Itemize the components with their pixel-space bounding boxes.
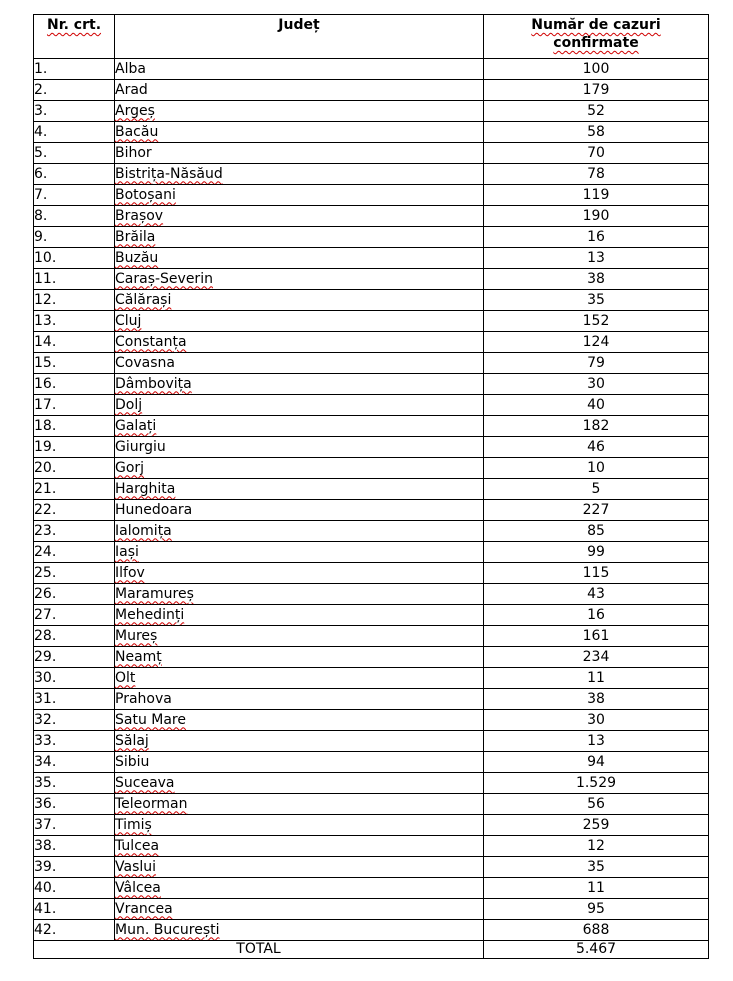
county-name: Prahova — [115, 690, 172, 707]
row-number: 35. — [34, 773, 115, 794]
case-count: 5 — [484, 479, 709, 500]
table-row — [34, 794, 709, 815]
row-number: 42. — [34, 920, 115, 941]
case-count: 56 — [484, 794, 709, 815]
case-count: 11 — [484, 668, 709, 689]
table-row — [34, 59, 709, 80]
county-cell — [115, 521, 484, 542]
case-count: 179 — [484, 80, 709, 101]
case-count: 52 — [484, 101, 709, 122]
total-label: TOTAL — [34, 941, 484, 959]
case-count: 94 — [484, 752, 709, 773]
case-count: 234 — [484, 647, 709, 668]
county-cell — [115, 878, 484, 899]
table-row — [34, 689, 709, 710]
table-row — [34, 710, 709, 731]
county-name: Brașov — [115, 207, 164, 224]
row-number: 17. — [34, 395, 115, 416]
county-name: Brăila — [115, 228, 156, 245]
county-name: Gorj — [115, 459, 145, 476]
table-row — [34, 164, 709, 185]
case-count: 43 — [484, 584, 709, 605]
row-number: 24. — [34, 542, 115, 563]
county-name: Arad — [115, 81, 148, 98]
table-row — [34, 437, 709, 458]
row-number: 21. — [34, 479, 115, 500]
header-count-label: Număr de cazuri confirmate — [531, 17, 661, 51]
case-count: 35 — [484, 857, 709, 878]
table-row — [34, 857, 709, 878]
county-name: Bihor — [115, 144, 152, 161]
county-name: Covasna — [115, 354, 175, 371]
county-name: Dâmbovița — [115, 375, 192, 392]
county-cell — [115, 122, 484, 143]
case-count: 124 — [484, 332, 709, 353]
cases-table — [33, 14, 709, 959]
county-name: Bacău — [115, 123, 159, 140]
county-name: Bistrița-Năsăud — [115, 165, 223, 182]
table-row — [34, 458, 709, 479]
case-count: 161 — [484, 626, 709, 647]
row-number: 20. — [34, 458, 115, 479]
county-cell — [115, 500, 484, 521]
row-number: 15. — [34, 353, 115, 374]
county-name: Neamț — [115, 648, 162, 665]
case-count: 152 — [484, 311, 709, 332]
case-count: 115 — [484, 563, 709, 584]
county-cell — [115, 101, 484, 122]
row-number: 37. — [34, 815, 115, 836]
case-count: 78 — [484, 164, 709, 185]
county-name: Olt — [115, 669, 136, 686]
case-count: 40 — [484, 395, 709, 416]
table-row — [34, 500, 709, 521]
row-number: 19. — [34, 437, 115, 458]
county-cell — [115, 59, 484, 80]
row-number: 4. — [34, 122, 115, 143]
county-cell — [115, 185, 484, 206]
county-name: Mureș — [115, 627, 158, 644]
county-name: Vaslui — [115, 858, 157, 875]
county-cell — [115, 248, 484, 269]
county-cell — [115, 752, 484, 773]
table-row — [34, 101, 709, 122]
row-number: 7. — [34, 185, 115, 206]
case-count: 16 — [484, 605, 709, 626]
county-cell — [115, 668, 484, 689]
case-count: 11 — [484, 878, 709, 899]
case-count: 58 — [484, 122, 709, 143]
table-row — [34, 563, 709, 584]
case-count: 38 — [484, 269, 709, 290]
table-row — [34, 311, 709, 332]
row-number: 9. — [34, 227, 115, 248]
county-cell — [115, 626, 484, 647]
county-cell — [115, 542, 484, 563]
county-name: Suceava — [115, 774, 175, 791]
county-cell — [115, 80, 484, 101]
row-number: 25. — [34, 563, 115, 584]
county-cell — [115, 437, 484, 458]
case-count: 30 — [484, 374, 709, 395]
total-count: 5.467 — [484, 941, 709, 959]
county-name: Alba — [115, 60, 146, 77]
row-number: 6. — [34, 164, 115, 185]
county-cell — [115, 416, 484, 437]
row-number: 26. — [34, 584, 115, 605]
row-number: 30. — [34, 668, 115, 689]
county-cell — [115, 731, 484, 752]
table-row — [34, 920, 709, 941]
row-number: 1. — [34, 59, 115, 80]
row-number: 34. — [34, 752, 115, 773]
county-cell — [115, 227, 484, 248]
county-name: Argeș — [115, 102, 155, 119]
case-count: 190 — [484, 206, 709, 227]
row-number: 14. — [34, 332, 115, 353]
case-count: 35 — [484, 290, 709, 311]
row-number: 18. — [34, 416, 115, 437]
total-row — [34, 941, 709, 959]
county-cell — [115, 458, 484, 479]
table-row — [34, 479, 709, 500]
county-name: Teleorman — [115, 795, 188, 812]
case-count: 70 — [484, 143, 709, 164]
case-count: 100 — [484, 59, 709, 80]
case-count: 688 — [484, 920, 709, 941]
county-name: Buzău — [115, 249, 159, 266]
row-number: 28. — [34, 626, 115, 647]
county-name: Constanța — [115, 333, 187, 350]
header-count — [484, 15, 709, 59]
row-number: 33. — [34, 731, 115, 752]
table-row — [34, 542, 709, 563]
case-count: 12 — [484, 836, 709, 857]
county-name: Vâlcea — [115, 879, 161, 896]
county-name: Caraș-Severin — [115, 270, 213, 287]
county-name: Sibiu — [115, 753, 150, 770]
row-number: 41. — [34, 899, 115, 920]
county-cell — [115, 710, 484, 731]
case-count: 95 — [484, 899, 709, 920]
table-row — [34, 227, 709, 248]
row-number: 39. — [34, 857, 115, 878]
case-count: 259 — [484, 815, 709, 836]
case-count: 16 — [484, 227, 709, 248]
case-count: 119 — [484, 185, 709, 206]
county-name: Sălaj — [115, 732, 149, 749]
county-cell — [115, 332, 484, 353]
case-count: 30 — [484, 710, 709, 731]
header-nr-label: Nr. crt. — [46, 17, 102, 33]
table-row — [34, 878, 709, 899]
county-cell — [115, 689, 484, 710]
table-row — [34, 626, 709, 647]
row-number: 38. — [34, 836, 115, 857]
row-number: 27. — [34, 605, 115, 626]
county-cell — [115, 290, 484, 311]
county-cell — [115, 773, 484, 794]
row-number: 12. — [34, 290, 115, 311]
table-row — [34, 80, 709, 101]
row-number: 3. — [34, 101, 115, 122]
table-row — [34, 899, 709, 920]
table-row — [34, 416, 709, 437]
row-number: 5. — [34, 143, 115, 164]
table-row — [34, 605, 709, 626]
county-cell — [115, 584, 484, 605]
row-number: 22. — [34, 500, 115, 521]
county-name: Vrancea — [115, 900, 173, 917]
case-count: 13 — [484, 248, 709, 269]
county-cell — [115, 395, 484, 416]
table-row — [34, 752, 709, 773]
table-row — [34, 290, 709, 311]
county-name: Ialomița — [115, 522, 172, 539]
row-number: 16. — [34, 374, 115, 395]
table-row — [34, 836, 709, 857]
county-name: Hunedoara — [115, 501, 193, 518]
county-cell — [115, 143, 484, 164]
table-row — [34, 206, 709, 227]
county-cell — [115, 374, 484, 395]
county-name: Galați — [115, 417, 157, 434]
county-cell — [115, 479, 484, 500]
case-count: 13 — [484, 731, 709, 752]
row-number: 29. — [34, 647, 115, 668]
county-cell — [115, 605, 484, 626]
header-nr — [34, 15, 115, 59]
table-row — [34, 815, 709, 836]
county-name: Călărași — [115, 291, 172, 308]
county-name: Iași — [115, 543, 139, 560]
table-row — [34, 269, 709, 290]
row-number: 8. — [34, 206, 115, 227]
county-name: Mun. București — [115, 921, 220, 938]
county-cell — [115, 311, 484, 332]
county-name: Maramureș — [115, 585, 194, 602]
county-cell — [115, 857, 484, 878]
case-count: 10 — [484, 458, 709, 479]
header-county-label: Județ — [278, 17, 320, 33]
row-number: 32. — [34, 710, 115, 731]
case-count: 46 — [484, 437, 709, 458]
table-row — [34, 143, 709, 164]
table-row — [34, 122, 709, 143]
case-count: 227 — [484, 500, 709, 521]
row-number: 40. — [34, 878, 115, 899]
table-row — [34, 773, 709, 794]
county-name: Botoșani — [115, 186, 176, 203]
row-number: 10. — [34, 248, 115, 269]
county-cell — [115, 206, 484, 227]
table-row — [34, 584, 709, 605]
county-cell — [115, 899, 484, 920]
header-row — [34, 15, 709, 59]
header-county — [115, 15, 484, 59]
table-row — [34, 731, 709, 752]
case-count: 99 — [484, 542, 709, 563]
county-cell — [115, 920, 484, 941]
row-number: 13. — [34, 311, 115, 332]
county-name: Giurgiu — [115, 438, 166, 455]
county-cell — [115, 794, 484, 815]
table-row — [34, 248, 709, 269]
row-number: 2. — [34, 80, 115, 101]
county-name: Ilfov — [115, 564, 145, 581]
table-row — [34, 374, 709, 395]
county-name: Dolj — [115, 396, 143, 413]
row-number: 23. — [34, 521, 115, 542]
case-count: 182 — [484, 416, 709, 437]
county-name: Cluj — [115, 312, 142, 329]
row-number: 31. — [34, 689, 115, 710]
table-row — [34, 647, 709, 668]
table-row — [34, 521, 709, 542]
county-cell — [115, 269, 484, 290]
case-count: 1.529 — [484, 773, 709, 794]
row-number: 11. — [34, 269, 115, 290]
table-header — [34, 15, 709, 59]
table-footer — [34, 941, 709, 959]
county-name: Harghita — [115, 480, 176, 497]
case-count: 85 — [484, 521, 709, 542]
county-cell — [115, 563, 484, 584]
county-cell — [115, 815, 484, 836]
case-count: 38 — [484, 689, 709, 710]
county-name: Tulcea — [115, 837, 160, 854]
county-cell — [115, 647, 484, 668]
table-row — [34, 332, 709, 353]
county-cell — [115, 164, 484, 185]
row-number: 36. — [34, 794, 115, 815]
county-name: Mehedinți — [115, 606, 185, 623]
case-count: 79 — [484, 353, 709, 374]
county-cell — [115, 836, 484, 857]
county-cell — [115, 353, 484, 374]
county-name: Satu Mare — [115, 711, 186, 728]
table-row — [34, 668, 709, 689]
table-body — [34, 59, 709, 941]
table-row — [34, 185, 709, 206]
table-row — [34, 395, 709, 416]
county-name: Timiș — [115, 816, 152, 833]
table-row — [34, 353, 709, 374]
